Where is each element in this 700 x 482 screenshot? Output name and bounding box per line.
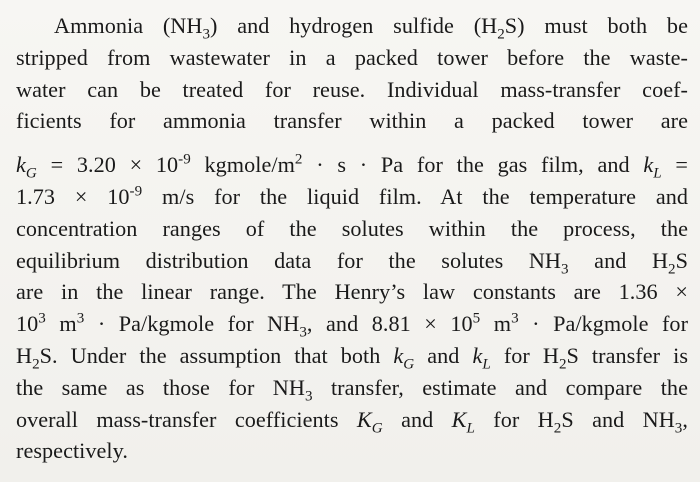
problem-line: $H_2S$. Under the assumption that both $k_G$ and $k_L$ for $H_2S$ transfer is bbox=[16, 342, 688, 373]
problem-line: stripped from wastewater in a packed tower before the waste- bbox=[16, 44, 688, 70]
problem-line: respectively. bbox=[16, 438, 128, 464]
problem-line: the same as those for $NH_3$ transfer, estimate and compare the bbox=[16, 374, 688, 405]
problem-line: overall mass-transfer coefficients $K_G$ and $K_L$ for $H_2S$ and $NH_3$, bbox=[16, 406, 688, 436]
problem-line: $k_G = 3.20 \times 10^{-9}$ kgmole/$m^2 \cdot s \cdot Pa$ for the gas film, and $k_L$ = bbox=[16, 151, 688, 182]
problem-line: $10^3$ $m^3$ · Pa/kgmole for $NH_3$, and $8.81 \times 10^5$ $m^3$ · Pa/kgmole for bbox=[16, 310, 689, 341]
problem-line: $1.73 \times 10^{-9}$ m/s for the liquid film. At the temperature and bbox=[16, 183, 689, 209]
problem-line: concentration ranges of the solutes within the process, the bbox=[16, 215, 688, 241]
problem-line: are in the linear range. The Henry’s law constants are 1.36 × bbox=[16, 279, 688, 305]
problem-line: Ammonia $(NH_3)$ and hydrogen sulfide $(H_2S)$ must both be bbox=[54, 13, 688, 43]
problem-text bbox=[16, 10, 688, 467]
problem-line: water can be treated for reuse. Individual mass-transfer coef- bbox=[16, 76, 688, 102]
problem-line: equilibrium distribution data for the solutes $NH_3$ and $H_2S$ bbox=[16, 247, 689, 278]
problem-line: ficients for ammonia transfer within a packed tower are bbox=[16, 108, 688, 134]
